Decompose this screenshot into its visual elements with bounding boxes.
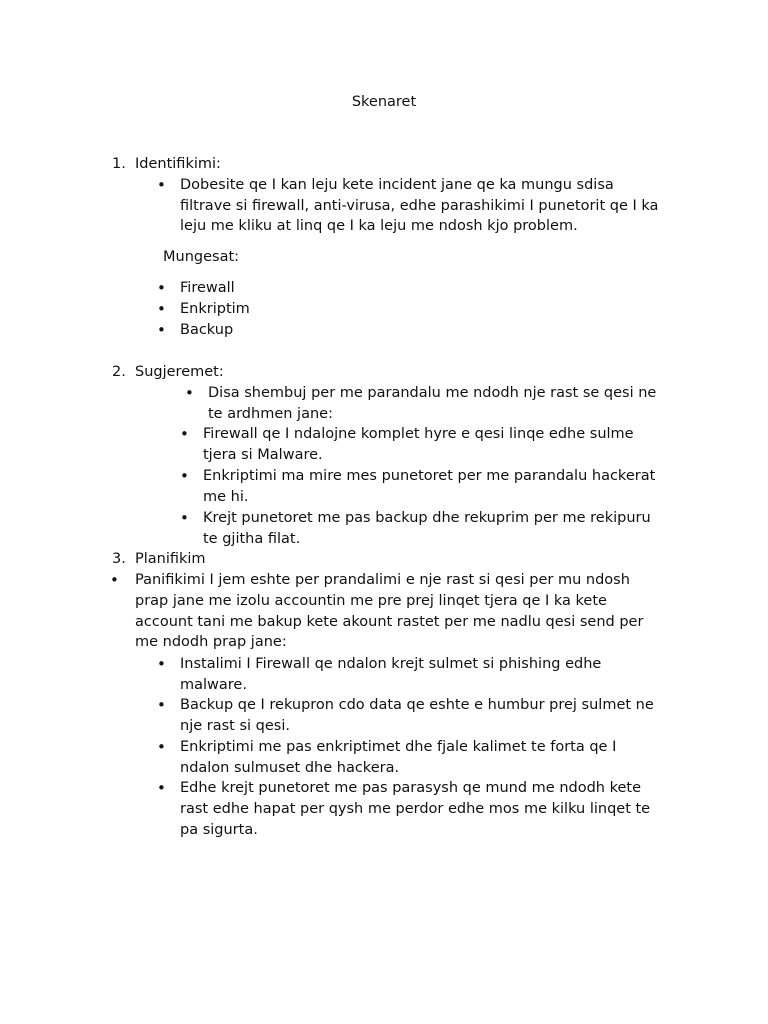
section-2-bullet-line: Enkriptimi ma mire mes punetoret per me parandalu hackerat — [203, 468, 656, 484]
bullet-glyph: • — [157, 321, 166, 339]
document-title: Skenaret — [351, 94, 417, 110]
section-2-bullet-line: Krejt punetoret me pas backup dhe rekuprim per me rekipuru — [203, 510, 651, 526]
bullet-glyph: • — [157, 779, 166, 797]
section-3-number: 3. — [112, 551, 126, 567]
bullet-glyph: • — [157, 300, 166, 318]
section-3-bullet-line: nje rast si qesi. — [180, 718, 290, 734]
bullet-glyph: • — [180, 509, 189, 527]
section-3-bullet-line: pa sigurta. — [180, 822, 258, 838]
bullet-glyph: • — [185, 384, 194, 402]
section-3-paragraph-line: account tani me bakup kete akount rastet per me nadlu qesi send per — [135, 614, 644, 630]
section-3-bullet-line: rast edhe hapat per qysh me perdor edhe mos me kilku linqet te — [180, 801, 651, 817]
section-1-bullet-line: filtrave si firewall, anti-virusa, edhe parashikimi I punetorit qe I ka — [180, 198, 659, 214]
section-3-bullet-line: malware. — [180, 677, 247, 693]
bullet-glyph: • — [110, 571, 119, 589]
section-1-heading: Identifikimi: — [135, 156, 221, 172]
section-2-heading: Sugjeremet: — [135, 364, 224, 380]
section-2-intro-line: Disa shembuj per me parandalu me ndodh nje rast se qesi ne — [208, 385, 657, 401]
section-3-bullet-line: Enkriptimi me pas enkriptimet dhe fjale kalimet te forta qe I — [180, 739, 617, 755]
section-1-item: Backup — [180, 322, 234, 338]
section-1-bullet-line: leju me kliku at linq qe I ka leju me ndosh kjo problem. — [180, 218, 578, 234]
section-2-number: 2. — [112, 364, 126, 380]
bullet-glyph: • — [157, 279, 166, 297]
section-3-paragraph-line: me ndodh prap jane: — [135, 634, 287, 650]
section-3-bullet-line: Edhe krejt punetoret me pas parasysh qe mund me ndodh kete — [180, 780, 642, 796]
section-2-bullet-line: te gjitha filat. — [203, 531, 301, 547]
section-1-number: 1. — [112, 156, 126, 172]
bullet-glyph: • — [180, 425, 189, 443]
section-1-item: Firewall — [180, 280, 235, 296]
section-3-paragraph-line: Panifikimi I jem eshte per prandalimi e nje rast si qesi per mu ndosh — [135, 572, 630, 588]
bullet-glyph: • — [157, 176, 166, 194]
section-3-paragraph-line: prap jane me izolu accountin me pre prej linqet tjera qe I ka kete — [135, 593, 607, 609]
section-3-heading: Planifikim — [135, 551, 206, 567]
section-1-bullet-line: Dobesite qe I kan leju kete incident jane qe ka mungu sdisa — [180, 177, 614, 193]
bullet-glyph: • — [157, 738, 166, 756]
section-3-bullet-line: Instalimi I Firewall qe ndalon krejt sulmet si phishing edhe — [180, 656, 602, 672]
section-2-bullet-line: me hi. — [203, 489, 249, 505]
bullet-glyph: • — [180, 467, 189, 485]
section-1-item: Enkriptim — [180, 301, 250, 317]
section-2-bullet-line: tjera si Malware. — [203, 447, 323, 463]
section-3-bullet-line: ndalon sulmuset dhe hackera. — [180, 760, 400, 776]
bullet-glyph: • — [157, 655, 166, 673]
section-1-subheading: Mungesat: — [163, 249, 240, 265]
section-3-bullet-line: Backup qe I rekupron cdo data qe eshte e humbur prej sulmet ne — [180, 697, 654, 713]
bullet-glyph: • — [157, 696, 166, 714]
section-2-bullet-line: Firewall qe I ndalojne komplet hyre e qesi linqe edhe sulme — [203, 426, 634, 442]
section-2-intro-line: te ardhmen jane: — [208, 406, 333, 422]
